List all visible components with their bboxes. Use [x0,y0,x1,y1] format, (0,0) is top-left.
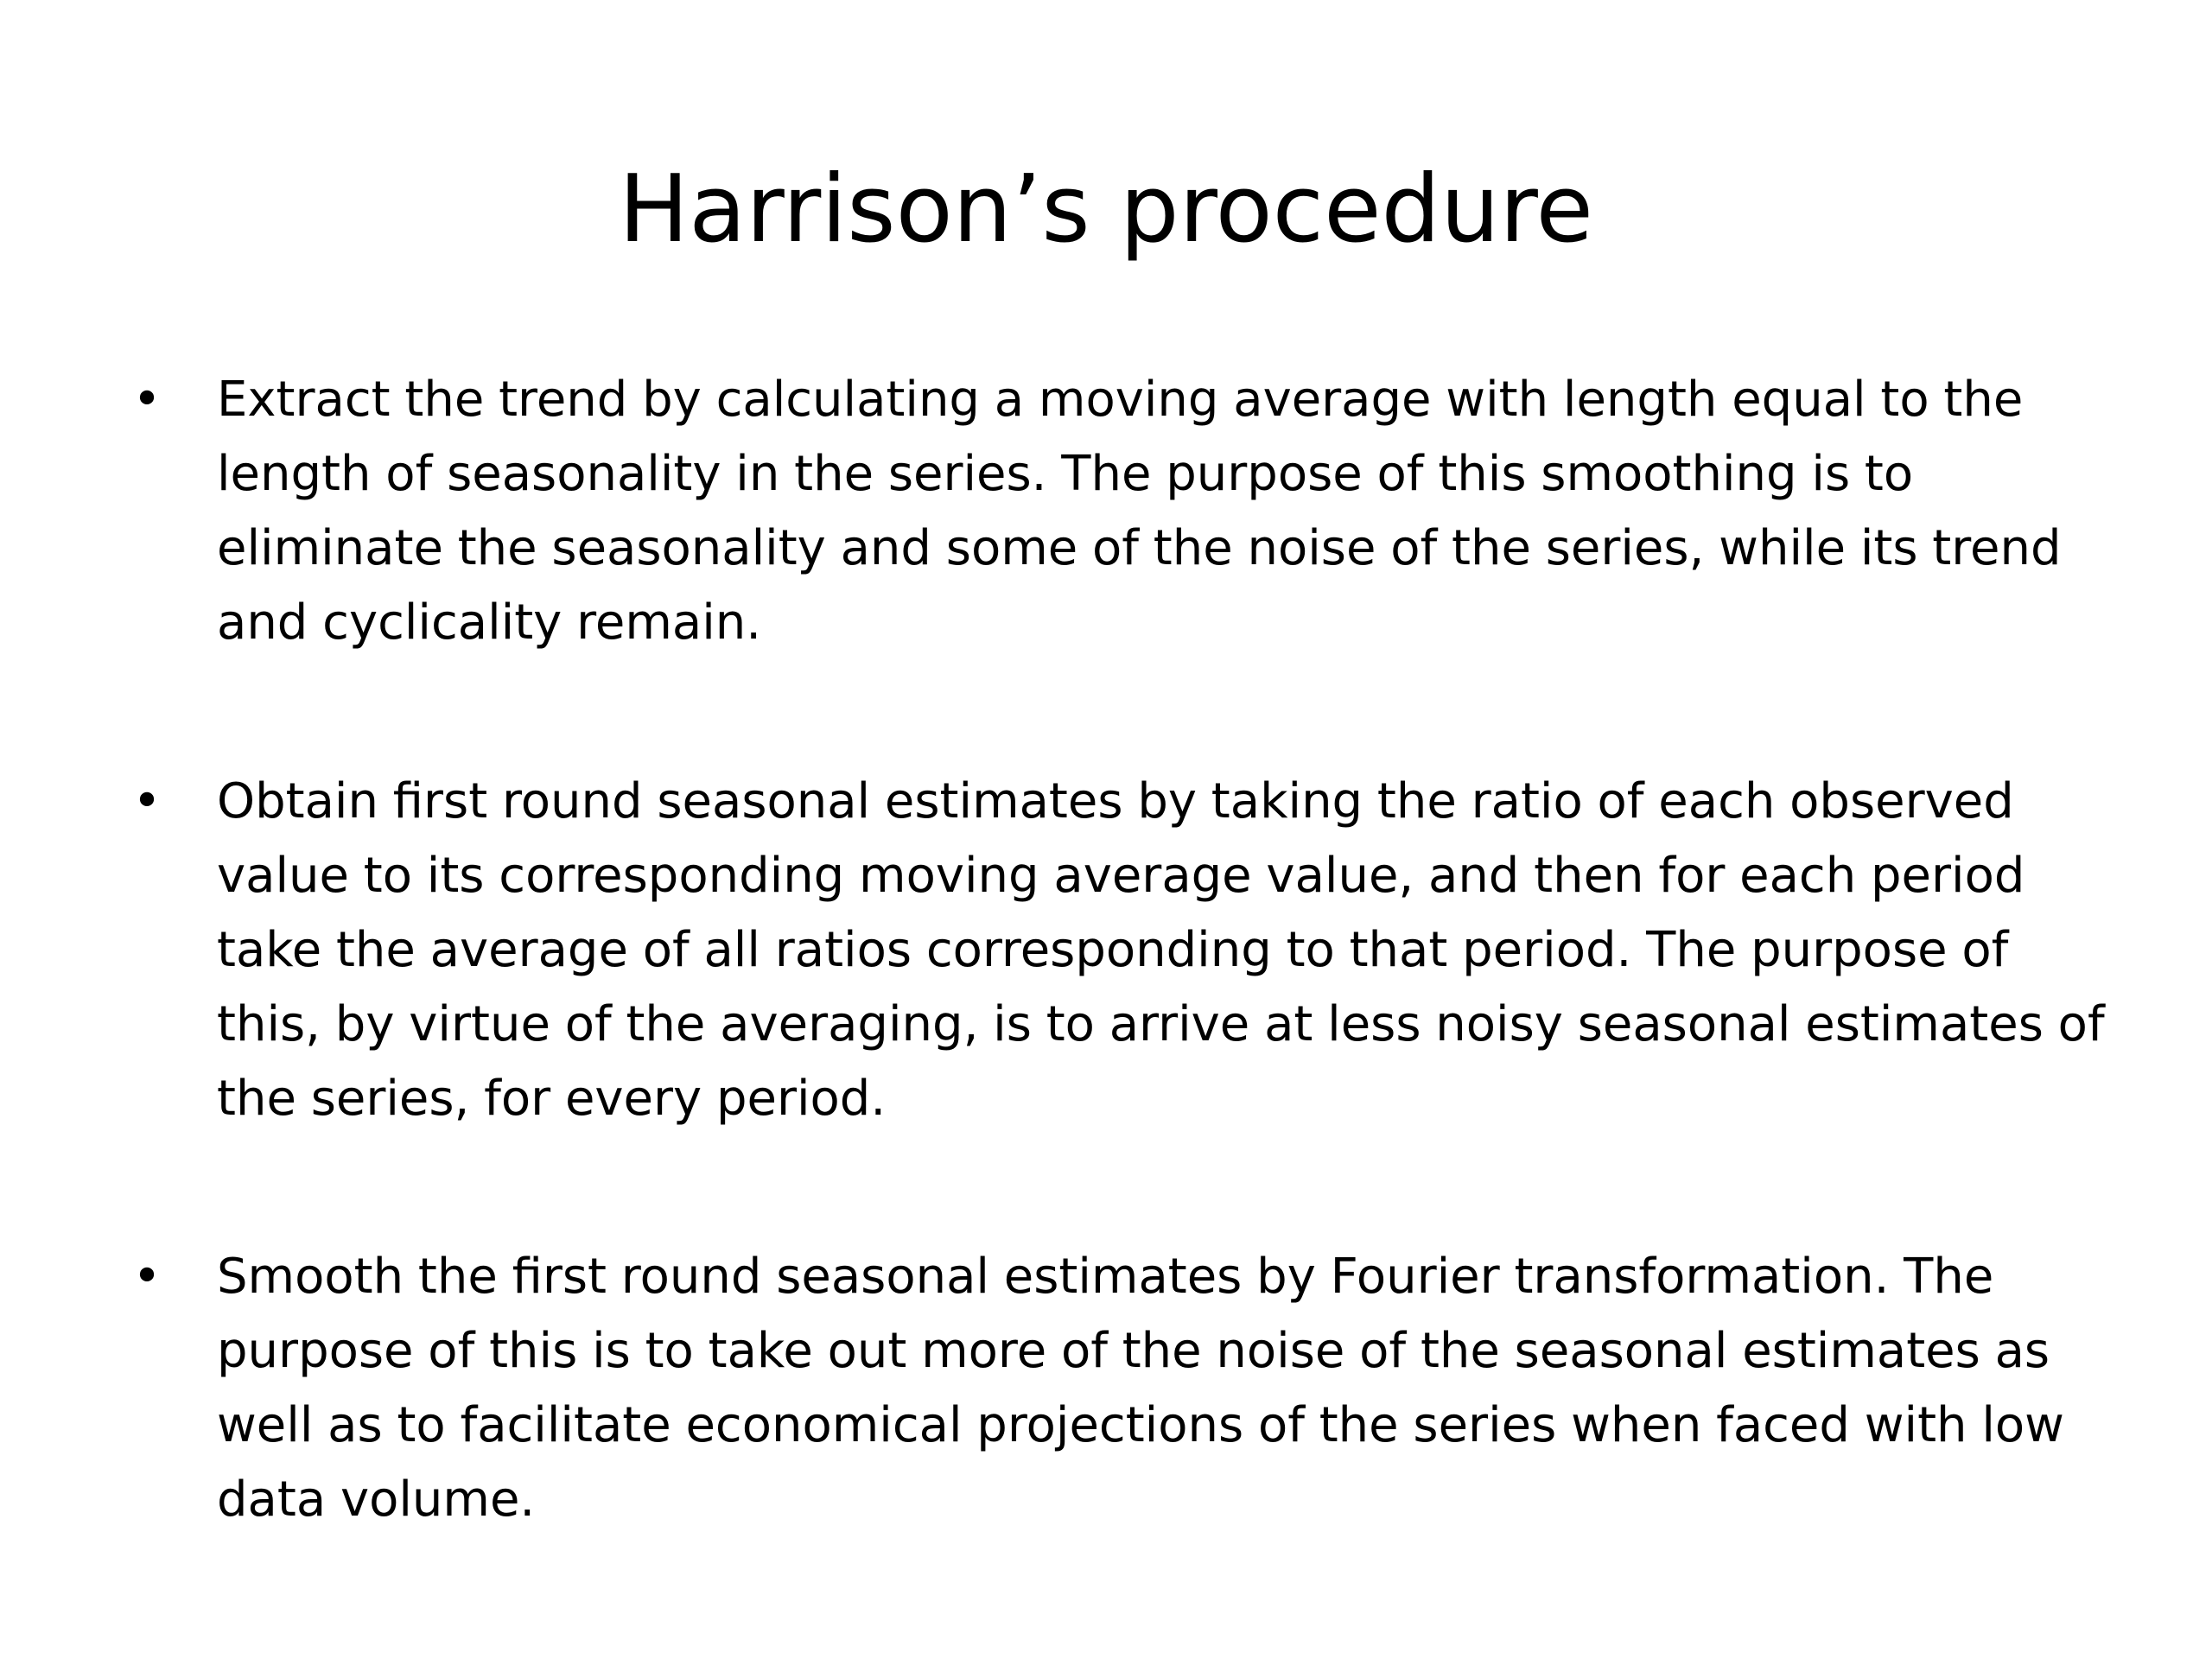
bullet-text: Smooth the first round seasonal estimates by Fourier transformation. The purpose of this is to take out more of the noise of the seasonal estimates as well as to facilitate economical projections of the series when faced with low data volume. [217,1249,2064,1528]
bullet-dot-icon: • [132,372,162,428]
bullet-text: Extract the trend by calculating a moving average with length equal to the length of seasonality in the series. The purpose of this smoothing is to eliminate the seasonality and some of the noise of the series, while its trend and cyclicality remain. [217,372,2062,651]
bullet-dot-icon: • [132,1249,162,1305]
slide-title: Harrison’s procedure [619,156,1593,264]
bullet-text: Obtain first round seasonal estimates by taking the ratio of each observed value to its corresponding moving average value, and then for each period take the average of all ratios corresponding to that period. The purpose of this, by virtue of the averaging, is to arrive at less noisy seasonal estimates of the series, for every period. [217,773,2105,1127]
bullet-dot-icon: • [132,773,162,830]
